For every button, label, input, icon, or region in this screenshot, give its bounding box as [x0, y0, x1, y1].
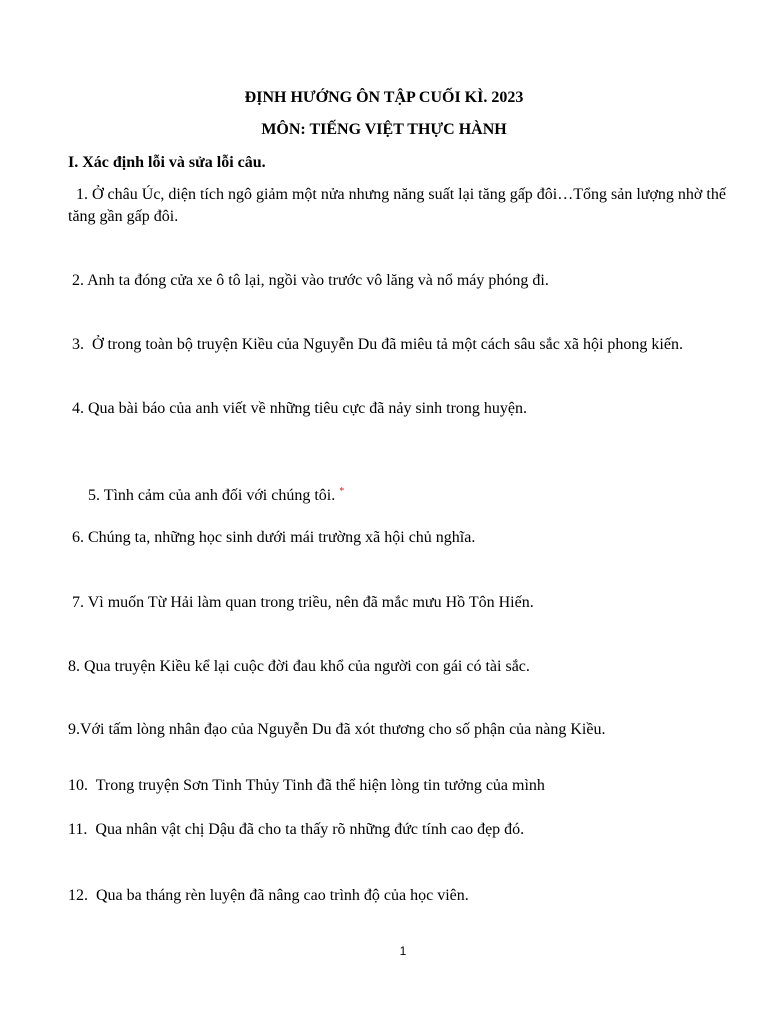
exercise-item-5-text: 5. Tình cảm của anh đối với chúng tôi. — [84, 487, 336, 504]
exercise-item-10: 10. Trong truyện Sơn Tinh Thủy Tinh đã thể hiện lòng tin tưởng của mình — [68, 777, 545, 794]
exercise-item-5 — [68, 463, 344, 529]
exercise-item-1: 1. Ở châu Úc, diện tích ngô giảm một nửa nhưng năng suất lại tăng gấp đôi…Tổng sản lượng nhờ thế tăng gần gấp đôi. — [68, 186, 730, 225]
section-heading: I. Xác định lỗi và sửa lỗi câu. — [68, 154, 266, 171]
exercise-item-7: 7. Vì muốn Từ Hải làm quan trong triều, nên đã mắc mưu Hồ Tôn Hiến. — [68, 594, 534, 611]
page-number: 1 — [399, 944, 407, 958]
exercise-item-3: 3. Ở trong toàn bộ truyện Kiều của Nguyễn Du đã miêu tả một cách sâu sắc xã hội phong kiến. — [68, 336, 683, 353]
exercise-item-8: 8. Qua truyện Kiều kể lại cuộc đời đau khổ của người con gái có tài sắc. — [68, 658, 530, 675]
exercise-item-12: 12. Qua ba tháng rèn luyện đã nâng cao trình độ của học viên. — [68, 887, 469, 904]
subject-title: MÔN: TIẾNG VIỆT THỰC HÀNH — [261, 121, 507, 138]
exercise-item-2: 2. Anh ta đóng cửa xe ô tô lại, ngồi vào trước vô lăng và nổ máy phóng đi. — [68, 272, 549, 289]
red-mark: * — [339, 486, 345, 497]
exercise-item-9: 9.Với tấm lòng nhân đạo của Nguyễn Du đã xót thương cho số phận của nàng Kiều. — [68, 721, 606, 738]
document-title: ĐỊNH HƯỚNG ÔN TẬP CUỐI KÌ. 2023 — [244, 89, 524, 106]
exercise-item-6: 6. Chúng ta, những học sinh dưới mái trường xã hội chủ nghĩa. — [68, 529, 476, 546]
exercise-item-4: 4. Qua bài báo của anh viết về những tiêu cực đã nảy sinh trong huyện. — [68, 400, 527, 417]
exercise-item-11: 11. Qua nhân vật chị Dậu đã cho ta thấy rõ những đức tính cao đẹp đó. — [68, 821, 525, 838]
